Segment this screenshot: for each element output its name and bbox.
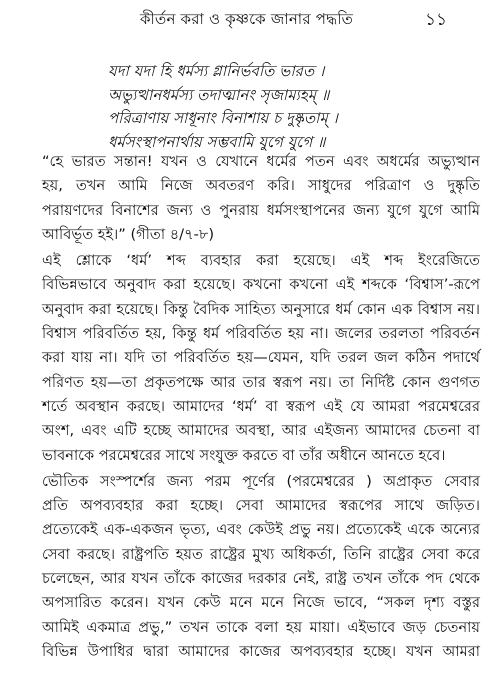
text-line: চলেছেন, আর যখন তাঁকে কাজের দরকার নেই, রাষ্ট্র তখন তাঁকে পদ থেকে <box>42 570 480 588</box>
text-line: বিভিন্নভাবে অনুবাদ করা হয়েছে। কখনো কখনো এই শব্দকে ‘বিশ্বাস’-রূপে <box>42 276 480 294</box>
sanskrit-verse <box>108 60 408 154</box>
text-line: প্রতি অপব্যবহার করা হচ্ছে। সেবা আমাদের স্বরূপের সাথে জড়িত। <box>42 497 480 515</box>
chapter-running-title: কীর্তন করা ও কৃষ্ণকে জানার পদ্ধতি <box>140 10 354 28</box>
text-line: অপসারিত করেন। যখন কেউ মনে মনে নিজে ভাবে, “সকল দৃশ্য বস্তুর <box>42 594 480 612</box>
text-line: প্রত্যেকেই এক-একজন ভৃত্য, এবং কেউই প্রভু নয়। প্রত্যেকেই একে অন্যের <box>42 521 480 539</box>
text-line: ভাবনাকে পরমেশ্বরের সাথে সংযুক্ত করতে বা তাঁর অধীনে আনতে হবে। <box>42 446 446 464</box>
text-line: বিভিন্ন উপাধির দ্বারা আমাদের কাজের অপব্যবহার হচ্ছে। যখন আমরা <box>42 642 480 660</box>
text-line: ভৌতিক সংস্পর্শের জন্য পরম পূর্ণের (পরমেশ্বরের ) অপ্রাকৃত সেবার <box>42 472 480 490</box>
verse-line: অভ্যুত্থানধর্মস্য তদাত্মানং সৃজাম্যহম্ ॥ <box>108 85 330 104</box>
text-line: শর্তে অবস্থান করছে। আমাদের ‘ধর্ম’ বা স্বরূপ এই যে আমরা পরমেশ্বরের <box>42 397 480 415</box>
text-line: বিশ্বাস পরিবর্তিত হয়, কিন্তু ধর্ম পরিবর্তিত হয় না। জলের তরলতা পরিবর্তন <box>42 325 480 343</box>
text-line: পরায়ণদের বিনাশের জন্য ও পুনরায় ধর্মসংস্থাপনের জন্য যুগে যুগে আমি <box>42 201 480 219</box>
text-line: “হে ভারত সন্তান! যখন ও যেখানে ধর্মের পতন এবং অধর্মের অভ্যুত্থান <box>42 153 480 170</box>
text-line: করা যায় না। যদি তা পরিবর্তিত হয়—যেমন, যদি তরল জল কঠিন পদার্থে <box>42 349 480 367</box>
translation-paragraph <box>42 150 480 247</box>
text-line: হয়, তখন আমি নিজে অবতরণ করি। সাধুদের পরিত্রাণ ও দুষ্কৃতি <box>42 177 480 195</box>
running-header <box>0 6 495 32</box>
service-paragraph <box>42 470 480 664</box>
purport-paragraph <box>42 249 480 468</box>
text-line: অনুবাদ করা হয়েছে। কিন্তু বৈদিক সাহিত্য অনুসারে ধর্ম কোন এক বিশ্বাস নয়। <box>42 300 480 318</box>
text-line: সেবা করছে। রাষ্ট্রপতি হয়ত রাষ্ট্রের মুখ্য অধিকর্তা, তিনি রাষ্ট্রের সেবা করে <box>42 545 480 563</box>
verse-line: যদা যদা হি ধর্মস্য গ্লানির্ভবতি ভারত । <box>108 62 325 80</box>
text-line: অংশ, এবং এটি হচ্ছে আমাদের অবস্থা, আর এইজন্য আমাদের চেতনা বা <box>42 422 480 440</box>
text-line: পরিণত হয়—তা প্রকৃতপক্ষে আর তার স্বরূপ নয়। তা নির্দিষ্ট কোন গুণগত <box>42 373 480 391</box>
text-line: আবির্ভূত হই।” (গীতা ৪/৭-৮) <box>42 225 215 243</box>
page-number: ১১ <box>425 10 448 30</box>
text-line: আমিই একমাত্র প্রভু,” তখন তাকে বলা হয় মায়া। এইভাবে জড় চেতনায় <box>42 618 480 636</box>
verse-line: পরিত্রাণায় সাধূনাং বিনাশায় চ দুষ্কৃতাম্ । <box>108 109 338 127</box>
text-line: এই শ্লোকে ‘ধর্ম’ শব্দ ব্যবহার করা হয়েছে। এই শব্দ ইংরেজিতে <box>42 252 480 270</box>
body-text <box>42 150 480 666</box>
verse-line: ধর্মসংস্থাপনার্থায় সম্ভবামি যুগে যুগে ॥ <box>108 132 326 151</box>
